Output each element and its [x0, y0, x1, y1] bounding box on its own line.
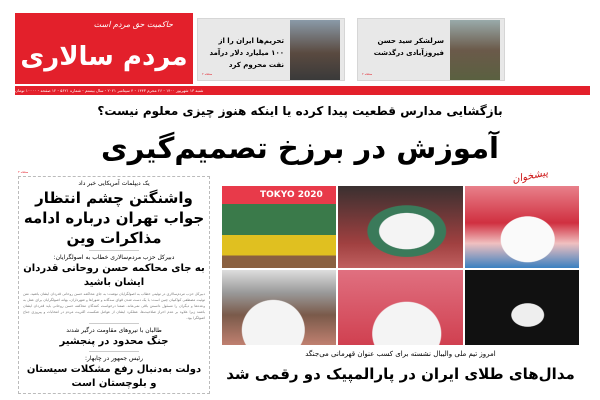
story-headline[interactable]: واشنگتن چشم انتظار جواب تهران درباره ادامه مذاکرات وین	[23, 189, 205, 247]
photo-taekwondo[interactable]	[465, 270, 579, 345]
story-headline[interactable]: جنگ محدود در پنجشیر	[59, 336, 169, 347]
photo-grid	[222, 186, 579, 346]
teaser-firouzabadi[interactable]	[357, 18, 505, 81]
watermark: پیشخوان	[511, 167, 550, 186]
teaser-text: تحریم‌ها ایران را از ۱۰۰ میلیارد دلار درآمد نفت محروم کرد	[209, 37, 284, 69]
photo-story-kicker: امروز تیم ملی والیبال نشسته برای کسب عنوان قهرمانی می‌جنگد	[305, 350, 496, 358]
teaser-text: سرلشکر سید حسن فیروزآبادی درگذشت	[373, 37, 444, 57]
teaser-sanctions[interactable]	[197, 18, 345, 81]
masthead-logo: مردم سالاری	[20, 42, 188, 72]
teaser-photo	[290, 20, 340, 80]
story-headline[interactable]: به جای محاکمه حسن روحانی قدردان ایشان باشید	[23, 263, 205, 288]
teaser-page: صفحه ۲	[362, 72, 373, 76]
story-headline[interactable]: دولت به‌دنبال رفع مشکلات سیستان و بلوچستان است	[26, 364, 202, 389]
left-column	[18, 176, 210, 394]
photo-athlete-woman[interactable]	[338, 186, 463, 268]
story-kicker: طالبان با نیروهای مقاومت درگیر شدند	[66, 327, 162, 334]
photo-athlete-medal[interactable]	[338, 270, 463, 345]
masthead	[15, 13, 193, 84]
main-kicker: بازگشایی مدارس قطعیت پیدا کرده یا اینکه هنوز چیزی معلوم نیست؟	[97, 104, 503, 118]
photo-athlete-stadium[interactable]	[222, 270, 336, 345]
story-kicker: یک دیپلمات آمریکایی خبر داد	[78, 180, 150, 187]
teaser-page: صفحه ۲	[202, 72, 213, 76]
photo-story-headline[interactable]: مدال‌های طلای ایران در پارالمپیک دو رقمی شد	[226, 365, 575, 383]
story-body: دبیرکل حزب مردم‌سالاری در توئیتی خطاب به اصولگرایان نوشت: به جای محاکمه حسن روحانی قدردان ایشان باشید. متن توئیت مصطفی کواکبیان چنین است: با یک دست شدن قوای سه‌گانه و شوراها و شهرداران، بهانه اصولگرایان برای عمل به وعده‌ها و دیگران را مسئول دانستن باقی نمی‌ماند. ضمنا درخواست کنندگان محاکمه حسن روحانی باید قدردان ایشان باشند زیرا علاوه بر عدم احراز صلاحیت‌ها، عملکرد ایشان از عوامل شکست اکثریت مردم در انتخابات و پیروزی جناح اصولگرا بود.	[23, 292, 205, 320]
story-kicker: دبیرکل حزب مردم‌سالاری خطاب به اصولگرایان:	[53, 254, 175, 261]
teaser-photo	[450, 20, 500, 80]
divider	[89, 250, 139, 251]
divider	[89, 323, 139, 324]
main-page-ref: صفحه ۳	[18, 170, 29, 174]
photo-volleyball[interactable]	[222, 186, 336, 268]
dateline: شنبه ۱۳ شهریور ۱۴۰۰ - ۲۶ محرم ۱۴۴۳ - ۴ سپتامبر ۲۰۲۱ - سال بیستم - شماره ۵۶۲۱ - ۱۲ صفحه - ۱۰۰۰۰ تومان	[15, 86, 590, 95]
photo-text: TOKYO 2020	[260, 190, 323, 200]
masthead-slogan: حاکمیت حق مردم است	[93, 20, 173, 29]
photo-story-caption	[222, 349, 579, 386]
story-kicker: رئیس جمهور در چابهار:	[85, 355, 143, 362]
photo-athlete-wheelchair[interactable]	[465, 186, 579, 268]
main-headline[interactable]: آموزش در برزخ تصمیم‌گیری	[101, 131, 499, 165]
divider	[89, 351, 139, 352]
